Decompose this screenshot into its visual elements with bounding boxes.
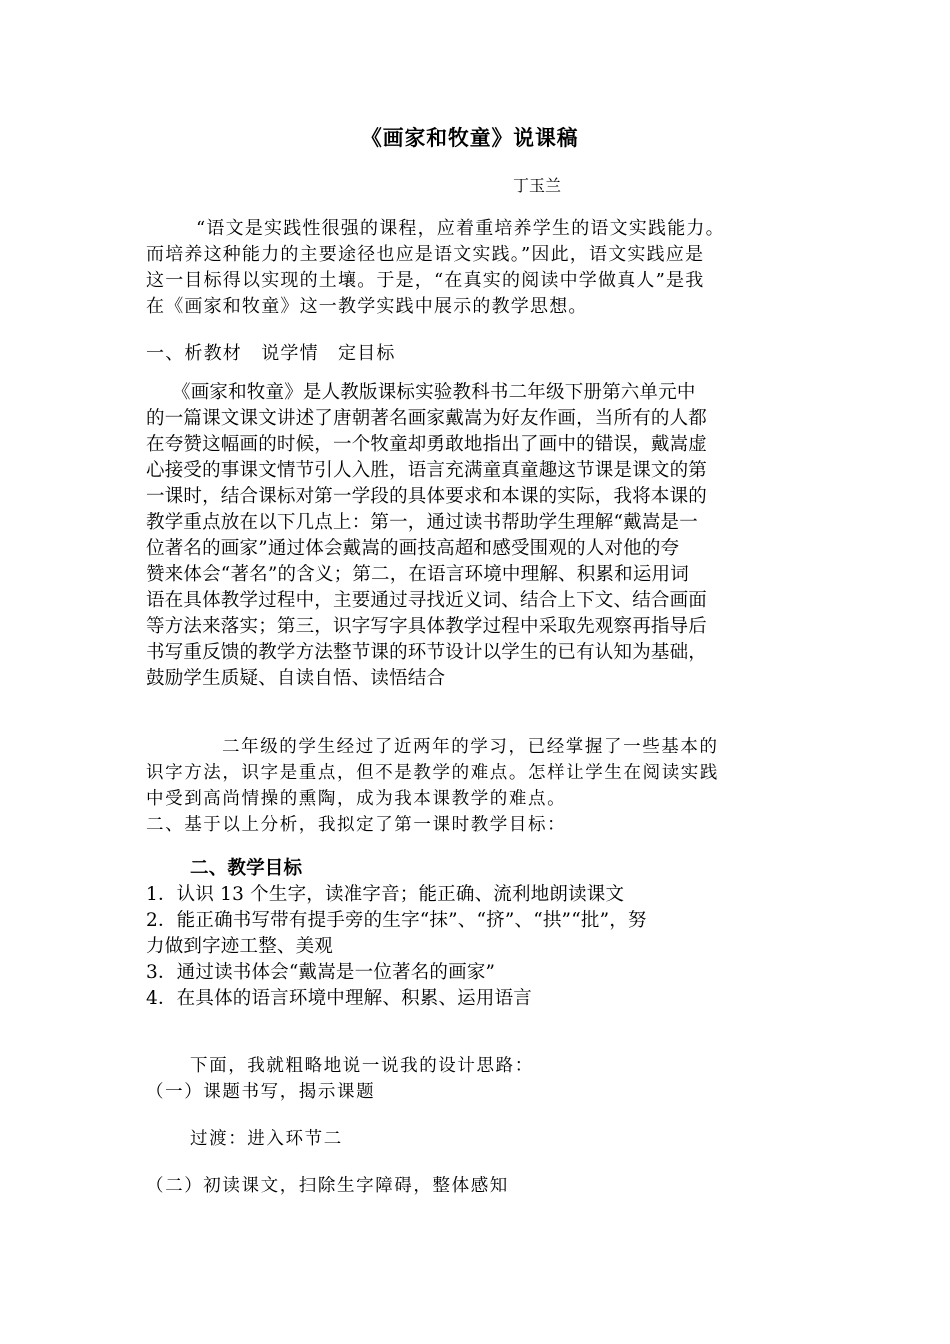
textbook-line: 等方法来落实；第三，识字写字具体教学过程中采取先观察再指导后 (146, 616, 708, 637)
textbook-line: 《画家和牧童》是人教版课标实验教科书二年级下册第六单元中 (172, 382, 696, 403)
textbook-line: 语在具体教学过程中，主要通过寻找近义词、结合上下文、结合画面 (146, 590, 708, 611)
intro-line: 而培养这种能力的主要途径也应是语文实践。”因此，语文实践应是 (146, 244, 705, 265)
textbook-line: 教学重点放在以下几点上：第一，通过读书帮助学生理解“戴嵩是一 (146, 512, 698, 533)
textbook-line: 心接受的事课文情节引人入胜，语言充满童真童趣这节课是课文的第 (146, 460, 708, 481)
students-line: 中受到高尚情操的熏陶，成为我本课教学的难点。 (146, 789, 567, 809)
textbook-line: 在夸赞这幅画的时候，一个牧童却勇敢地指出了画中的错误，戴嵩虚 (146, 434, 708, 455)
textbook-line: 书写重反馈的教学方法整节课的环节设计以学生的已有认知为基础， (146, 642, 708, 663)
textbook-line: 赞来体会“著名”的含义；第二，在语言环境中理解、积累和运用词 (146, 564, 689, 585)
section-heading: 一、析教材 说学情 定目标 (146, 343, 396, 364)
goal-item: 2．能正确书写带有提手旁的生字“抹”、“挤”、“拱”“批”，努 (146, 910, 647, 931)
textbook-line: 一课时，结合课标对第一学段的具体要求和本课的实际，我将本课的 (146, 486, 708, 507)
step-heading: （一）课题书写，揭示课题 (146, 1082, 376, 1102)
goal-item: 3．通过读书体会“戴嵩是一位著名的画家” (146, 962, 496, 983)
author-name: 丁玉兰 (513, 176, 562, 195)
students-line: 识字方法，识字是重点，但不是教学的难点。怎样让学生在阅读实践 (146, 763, 719, 783)
textbook-line: 鼓励学生质疑、自读自悟、读悟结合 (146, 668, 446, 689)
goals-heading: 二、教学目标 (190, 858, 303, 879)
textbook-line: 位著名的画家”通过体会戴嵩的画技高超和感受围观的人对他的夸 (146, 538, 680, 559)
design-intro: 下面，我就粗略地说一说我的设计思路： (190, 1056, 534, 1076)
document-title: 《画家和牧童》说课稿 (360, 125, 579, 150)
intro-line: “语文是实践性很强的课程，应着重培养学生的语文实践能力。 (196, 218, 725, 239)
transition-text: 过渡：进入环节二 (190, 1129, 343, 1149)
goal-item: 1．认识 13 个生字，读准字音；能正确、流利地朗读课文 (146, 884, 625, 905)
students-line: 二、基于以上分析，我拟定了第一课时教学目标： (146, 815, 567, 835)
intro-line: 在《画家和牧童》这一教学实践中展示的教学思想。 (146, 296, 588, 317)
intro-line: 这一目标得以实现的土壤。于是，“在真实的阅读中学做真人”是我 (146, 270, 705, 291)
students-line: 二年级的学生经过了近两年的学习，已经掌握了一些基本的 (222, 737, 719, 757)
textbook-line: 的一篇课文课文讲述了唐朝著名画家戴嵩为好友作画，当所有的人都 (146, 408, 708, 429)
goal-item: 4．在具体的语言环境中理解、积累、运用语言 (146, 988, 532, 1009)
goal-item: 力做到字迹工整、美观 (146, 936, 334, 957)
step-heading: （二）初读课文，扫除生字障碍，整体感知 (146, 1176, 509, 1196)
